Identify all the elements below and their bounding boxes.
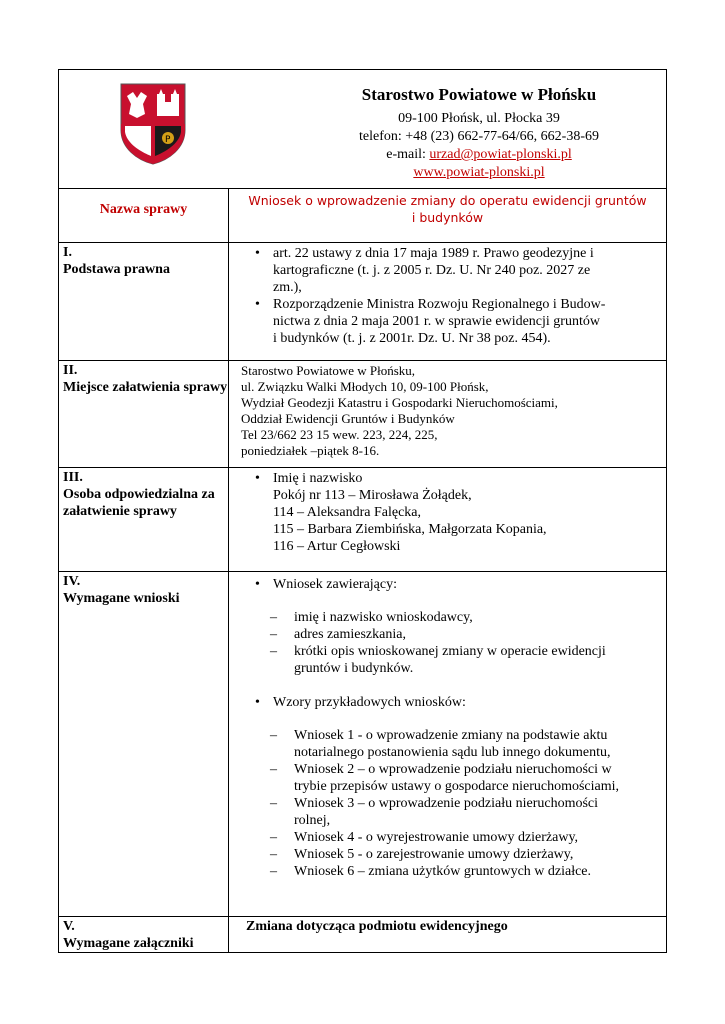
- line: • Rozporządzenie Ministra Rozwoju Regionalnego i Budow-: [273, 297, 606, 312]
- section-5-heading: Zmiana dotycząca podmiotu ewidencyjnego: [229, 917, 667, 953]
- line: • art. 22 ustawy z dnia 17 maja 1989 r. Prawo geodezyjne i: [273, 246, 594, 261]
- section-3-title: Osoba odpowiedzialna za: [63, 487, 215, 502]
- section-5-title: Wymagane załączniki: [63, 936, 194, 951]
- legal-basis-item: [273, 245, 666, 296]
- line: gruntów i budynków.: [294, 661, 414, 676]
- case-name-row: [59, 189, 667, 243]
- line: Starostwo Powiatowe w Płońsku,: [241, 363, 416, 378]
- template-item: [294, 846, 666, 863]
- responsible-item: [273, 470, 666, 555]
- line: i budynków (t. j. z 2001r. Dz. U. Nr 38 poz. 454).: [273, 331, 551, 346]
- office-email-line: [309, 146, 649, 164]
- section-required-attachments: [59, 917, 667, 953]
- section-4-label: [59, 572, 229, 917]
- header-text: [309, 84, 649, 182]
- line: notarialnego postanowienia sądu lub innego dokumentu,: [294, 745, 611, 760]
- line: kartograficzne (t. j. z 2005 r. Dz. U. Nr 240 poz. 2027 ze: [273, 263, 591, 278]
- line: zm.),: [273, 280, 302, 295]
- case-name-value: [229, 189, 667, 243]
- section-legal-basis: [59, 243, 667, 361]
- section-2-number: II.: [63, 363, 78, 378]
- section-responsible-person: [59, 468, 667, 572]
- section-4-title: Wymagane wnioski: [63, 591, 180, 606]
- legal-basis-list: [229, 245, 666, 347]
- line: ul. Związku Walki Młodych 10, 09-100 Płońsk,: [241, 379, 489, 394]
- header-cell: [59, 70, 667, 189]
- template-items-list: [229, 727, 666, 880]
- section-3-label: [59, 468, 229, 572]
- templates-heading: [273, 694, 666, 711]
- section-3-content: [229, 468, 667, 572]
- section-2-title: Miejsce załatwienia sprawy: [63, 380, 228, 395]
- section-1-number: I.: [63, 245, 72, 260]
- template-item: [294, 761, 666, 795]
- template-item: [294, 727, 666, 761]
- line: – Wniosek 5 - o zarejestrowanie umowy dzierżawy,: [294, 847, 574, 862]
- responsible-list: [229, 470, 666, 555]
- line: – adres zamieszkania,: [294, 627, 406, 642]
- line: • Imię i nazwisko: [273, 471, 363, 486]
- section-1-content: [229, 243, 667, 361]
- application-fields-list: [229, 609, 666, 677]
- section-5-label: [59, 917, 229, 953]
- line: trybie przepisów ustawy o gospodarce nieruchomościami,: [294, 779, 620, 794]
- applications-list: [229, 576, 666, 593]
- office-title: Starostwo Powiatowe w Płońsku: [361, 85, 597, 104]
- templates-list: [229, 694, 666, 711]
- email-prefix: e-mail:: [386, 147, 430, 162]
- section-required-applications: [59, 572, 667, 917]
- line: nictwa z dnia 2 maja 2001 r. w sprawie ewidencji gruntów: [273, 314, 600, 329]
- line: 115 – Barbara Ziembińska, Małgorzata Kopania,: [273, 522, 547, 537]
- email-link[interactable]: urzad@powiat-plonski.pl: [429, 147, 572, 162]
- line: – Wniosek 6 – zmiana użytków gruntowych w działce.: [294, 864, 592, 879]
- office-address: 09-100 Płońsk, ul. Płocka 39: [398, 111, 560, 126]
- line: – krótki opis wnioskowanej zmiany w operacie ewidencji: [294, 644, 606, 659]
- website-link[interactable]: www.powiat-plonski.pl: [413, 165, 545, 180]
- section-3-title: załatwienie sprawy: [63, 504, 177, 519]
- office-phone: telefon: +48 (23) 662-77-64/66, 662-38-69: [358, 129, 600, 144]
- section-5-number: V.: [63, 919, 75, 934]
- legal-basis-item: [273, 296, 666, 347]
- template-item: [294, 829, 666, 846]
- section-4-number: IV.: [63, 574, 81, 589]
- section-4-content: [229, 572, 667, 917]
- line: – Wniosek 4 - o wyrejestrowanie umowy dzierżawy,: [294, 830, 579, 845]
- line: – Wniosek 2 – o wprowadzenie podziału nieruchomości w: [294, 762, 612, 777]
- svg-text:P: P: [165, 135, 171, 145]
- template-item: [294, 863, 666, 880]
- line: Tel 23/662 23 15 wew. 223, 224, 225,: [241, 427, 438, 442]
- case-name-line2: i budynków: [411, 210, 484, 225]
- line: – imię i nazwisko wnioskodawcy,: [294, 610, 473, 625]
- dash-item: [294, 609, 666, 626]
- line: – Wniosek 1 - o wprowadzenie zmiany na podstawie aktu: [294, 728, 608, 743]
- info-table: [58, 69, 667, 953]
- line: • Wzory przykładowych wniosków:: [273, 695, 466, 710]
- section-3-number: III.: [63, 470, 83, 485]
- dash-item: [294, 626, 666, 643]
- case-name-line1: Wniosek o wprowadzenie zmiany do operatu ewidencji gruntów: [248, 193, 647, 208]
- document: [58, 69, 666, 953]
- application-contents: [273, 576, 666, 593]
- header-row: [59, 70, 667, 189]
- line: rolnej,: [294, 813, 331, 828]
- section-location: [59, 361, 667, 468]
- line: Pokój nr 113 – Mirosława Żołądek,: [273, 488, 472, 503]
- case-name-label: Nazwa sprawy: [59, 189, 229, 243]
- line: 116 – Artur Cegłowski: [273, 539, 401, 554]
- section-2-content: [229, 361, 667, 468]
- coat-of-arms-icon: [119, 82, 187, 166]
- dash-item: [294, 643, 666, 677]
- template-item: [294, 795, 666, 829]
- section-1-label: [59, 243, 229, 361]
- line: Wydział Geodezji Katastru i Gospodarki Nieruchomościami,: [241, 395, 558, 410]
- line: 114 – Aleksandra Falęcka,: [273, 505, 421, 520]
- line: • Wniosek zawierający:: [273, 577, 397, 592]
- section-2-label: [59, 361, 229, 468]
- line: – Wniosek 3 – o wprowadzenie podziału nieruchomości: [294, 796, 599, 811]
- section-1-title: Podstawa prawna: [63, 262, 170, 277]
- line: poniedziałek –piątek 8-16.: [241, 443, 380, 458]
- line: Oddział Ewidencji Gruntów i Budynków: [241, 411, 455, 426]
